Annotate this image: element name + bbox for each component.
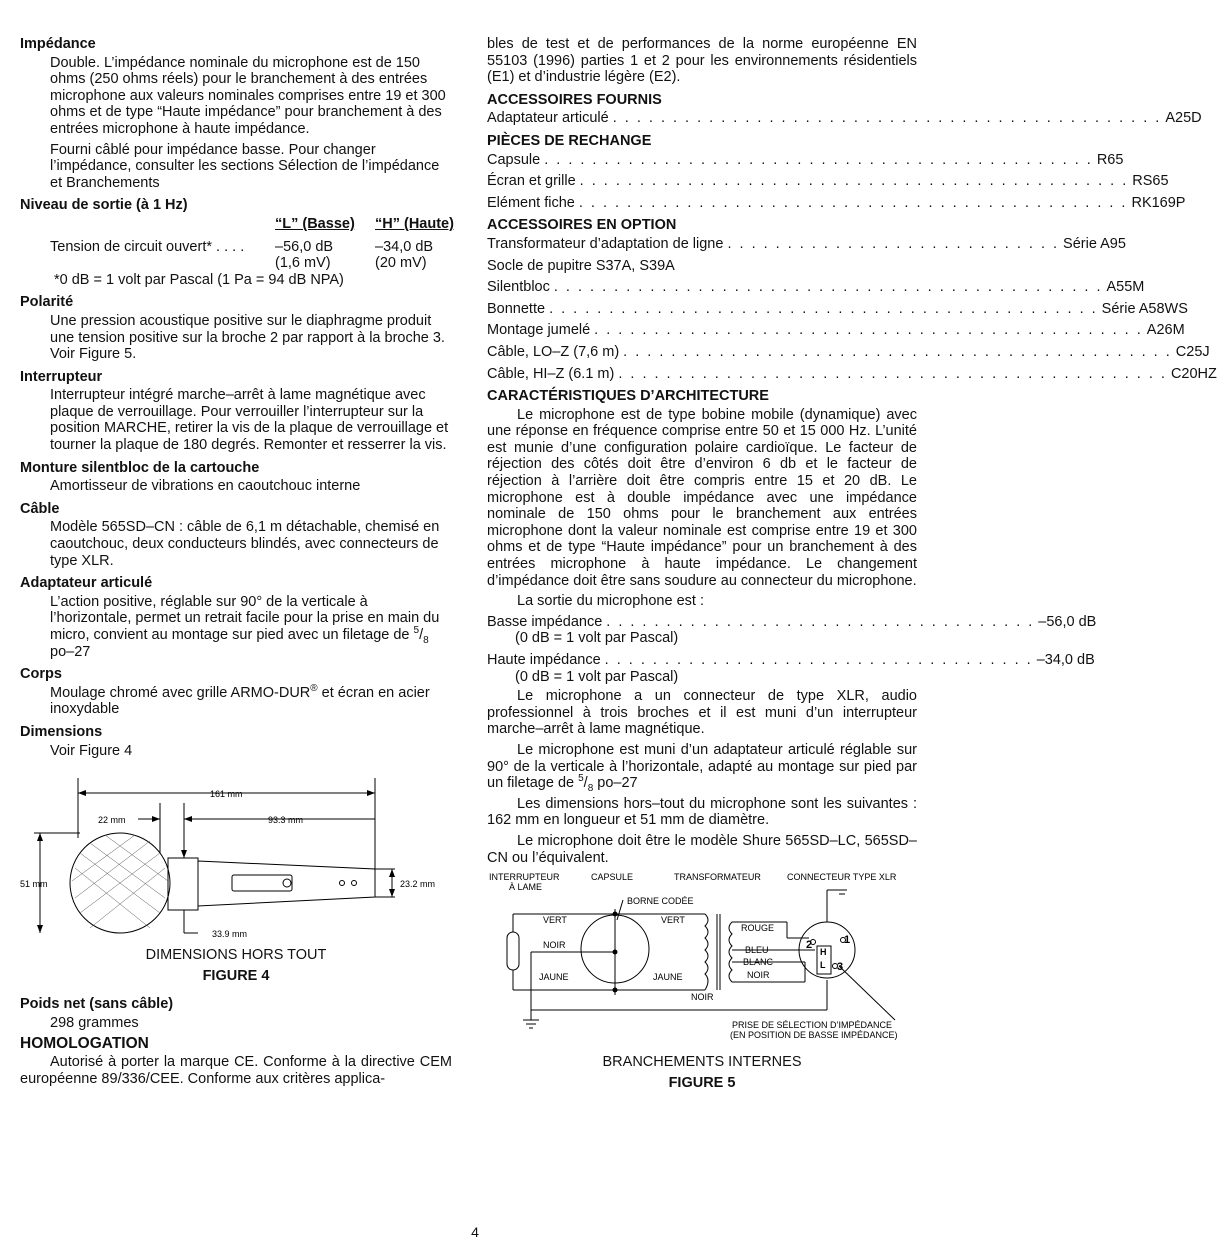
output-high-db: –34,0 dB bbox=[375, 238, 434, 255]
list-item: Câble, HI–Z (6.1 m) . . . . . . . . . . . . . . . . . . . . . . . . . . . . . . . . . . . . . . . . . . . . . . C20HZ bbox=[487, 365, 1217, 382]
dim-diameter: 51 mm bbox=[20, 879, 48, 890]
lbl-switch-1: INTERRUPTEUR bbox=[489, 872, 560, 883]
list-item: Écran et grille . . . . . . . . . . . . . . . . . . . . . . . . . . . . . . . . . . . . . . . . . . . . . . RS65 bbox=[487, 173, 1169, 190]
lbl-connector: CONNECTEUR TYPE XLR bbox=[787, 872, 897, 883]
pin-3: 3 bbox=[837, 961, 844, 974]
output-low-mv: (1,6 mV) bbox=[275, 255, 331, 272]
cable-text: Modèle 565SD–CN : câble de 6,1 m détachable, chemisé en caoutchouc, deux conducteurs blindés, avec connecteurs de type XLR. bbox=[50, 519, 440, 569]
note-1: PRISE DE SÉLECTION D’IMPÉDANCE bbox=[732, 1020, 893, 1031]
architecture-text-3: Le microphone a un connecteur de type XLR, audio professionnel à trois broches et il est muni d’un interrupteur marche–arrêt à lame magnétique. bbox=[487, 688, 917, 738]
output-table bbox=[50, 216, 452, 272]
architecture-text-1: Le microphone est de type bobine mobile (dynamique) avec une réponse en fréquence comprise entre 50 et 15 000 Hz. L’unité est munie d’une configuration polaire cardioïque. Le facteur de réjection des côtés doit être d’environ 6 db et le facteur de réjection à l’arrière doit être compris entre 15 et 20 dB. Le microphone est à double impédance avec une impédance nominale de 150 ohms pour le branchement aux entrées microphone dont la valeur nominale est comprise entre 19 et 300 ohms et de type “Haute impédance” pour un branchement à des entrées microphone à haute impédance. Le changement d’impédance doit être sans soudure au connecteur du microphone. bbox=[487, 406, 917, 589]
figure-4-caption: DIMENSIONS HORS TOUT bbox=[145, 947, 327, 964]
dim-neck: 33.9 mm bbox=[212, 929, 248, 940]
weight-heading: Poids net (sans câble) bbox=[20, 996, 174, 1013]
right-column bbox=[487, 36, 1217, 1091]
optional-heading: ACCESSOIRES EN OPTION bbox=[487, 217, 677, 234]
selector-h: H bbox=[820, 947, 827, 958]
selector-l: L bbox=[820, 960, 826, 971]
spares-heading: PIÈCES DE RECHANGE bbox=[487, 132, 652, 149]
switch-text: Interrupteur intégré marche–arrêt à lame magnétique avec plaque de verrouillage. Pour verrouiller l’interrupteur sur la position MARCHE, retirer la vis de la plaque de verrouillage et tourner la plaque de 180 degrés. Remonter et resserrer la vis. bbox=[50, 387, 449, 454]
figure-5-wiring-diagram bbox=[487, 870, 917, 1050]
dim-total: 161 mm bbox=[210, 789, 243, 800]
architecture-heading: CARACTÉRISTIQUES D’ARCHITECTURE bbox=[487, 388, 769, 405]
low-impedance-row: Basse impédance . . . . . . . . . . . . . . . . . . . . . . . . . . . . . . . . . . . . –56,0 dB bbox=[487, 613, 1097, 630]
low-impedance-note: (0 dB = 1 volt par Pascal) bbox=[515, 630, 679, 647]
impedance-heading: Impédance bbox=[20, 36, 96, 52]
dim-handle-dia: 23.2 mm bbox=[400, 879, 436, 890]
polarity-heading: Polarité bbox=[20, 294, 74, 311]
list-item: Montage jumelé . . . . . . . . . . . . . . . . . . . . . . . . . . . . . . . . . . . . . . . . . . . . . . A26M bbox=[487, 322, 1185, 339]
output-low-db: –56,0 dB bbox=[275, 238, 334, 255]
mount-text: Amortisseur de vibrations en caoutchouc interne bbox=[50, 478, 361, 495]
list-item: Capsule . . . . . . . . . . . . . . . . . . . . . . . . . . . . . . . . . . . . . . . . . . . . . . R65 bbox=[487, 151, 1124, 168]
output-note: *0 dB = 1 volt par Pascal (1 Pa = 94 dB NPA) bbox=[54, 271, 344, 288]
dimensions-heading: Dimensions bbox=[20, 723, 103, 740]
impedance-text-2: Fourni câblé pour impédance basse. Pour changer l’impédance, consulter les sections Sélection de l’impédance et Branchements bbox=[50, 141, 440, 191]
adapter-heading: Adaptateur articulé bbox=[20, 575, 153, 592]
weight-text: 298 grammes bbox=[50, 1014, 139, 1031]
pin-2: 2 bbox=[806, 939, 813, 952]
polarity-text: Une pression acoustique positive sur le diaphragme produit une tension positive sur la broche 2 par rapport à la broche 3. Voir Figure 5. bbox=[50, 312, 445, 363]
dim-handle: 93.3 mm bbox=[268, 815, 304, 826]
adapter-frac-num: 5 bbox=[413, 625, 420, 637]
output-col-low: “L” (Basse) bbox=[275, 215, 355, 232]
lbl-transformer: TRANSFORMATEUR bbox=[674, 872, 761, 883]
supplied-list bbox=[487, 110, 1202, 127]
wire-jaune-2: JAUNE bbox=[653, 972, 683, 983]
cable-heading: Câble bbox=[20, 500, 60, 517]
list-item: Transformateur d’adaptation de ligne . . . . . . . . . . . . . . . . . . . . . . . . . . . . Série A95 bbox=[487, 235, 1126, 252]
architecture-text-6: Le microphone doit être le modèle Shure 565SD–LC, 565SD–CN ou l’équivalent. bbox=[487, 832, 917, 866]
dimensions-text: Voir Figure 4 bbox=[50, 742, 133, 759]
adapter-text: L’action positive, réglable sur 90° de la verticale à l’horizontale, permet un retrait facile pour la prise en main du micro, convient au montage sur pied avec un filetage de $^5/_8$ po–27 bbox=[50, 593, 440, 660]
spares-list bbox=[487, 151, 1186, 212]
list-item: Silentbloc . . . . . . . . . . . . . . . . . . . . . . . . . . . . . . . . . . . . . . . . . . . . . . A55M bbox=[487, 279, 1145, 296]
output-col-high: “H” (Haute) bbox=[375, 215, 454, 232]
note-2: (EN POSITION DE BASSE IMPÉDANCE) bbox=[730, 1030, 898, 1041]
page-number: 4 bbox=[471, 1224, 479, 1240]
wire-noir-1: NOIR bbox=[543, 940, 566, 951]
list-item: Adaptateur articulé . . . . . . . . . . . . . . . . . . . . . . . . . . . . . . . . . . . . . . . . . . . . . . A25D bbox=[487, 110, 1202, 127]
figure-5-label: FIGURE 5 bbox=[668, 1074, 736, 1091]
wire-rouge: ROUGE bbox=[741, 923, 775, 934]
lbl-switch-2: À LAME bbox=[509, 882, 543, 893]
homologation-heading: HOMOLOGATION bbox=[20, 1034, 149, 1052]
architecture-text-2: La sortie du microphone est : bbox=[517, 593, 704, 610]
lbl-capsule: CAPSULE bbox=[591, 872, 634, 883]
output-high-mv: (20 mV) bbox=[375, 255, 427, 272]
figure-4-drawing bbox=[20, 763, 452, 943]
lbl-coded: BORNE CODÉE bbox=[627, 896, 694, 907]
wire-noir-2: NOIR bbox=[747, 970, 770, 981]
list-item: Bonnette . . . . . . . . . . . . . . . . . . . . . . . . . . . . . . . . . . . . . . . . . . . . . . Série A58WS bbox=[487, 300, 1188, 317]
wire-vert-1: VERT bbox=[543, 915, 567, 926]
dim-head: 22 mm bbox=[98, 815, 126, 826]
architecture-text-4: Le microphone est muni d’un adaptateur articulé réglable sur 90° de la verticale à l’horizontale, adapté au montage sur pied par un filetage de $^5/_8$ po–27 bbox=[487, 741, 917, 795]
wire-jaune-1: JAUNE bbox=[539, 972, 569, 983]
impedance-text-1: Double. L’impédance nominale du microphone est de 150 ohms (250 ohms réels) pour le branchement à des entrées microphone aux valeurs nominales comprises entre 19 et 300 ohms et de type “Haute impédance” pour branchement à des entrées microphone à haute impédance. bbox=[50, 54, 446, 137]
homologation-text: Autorisé à porter la marque CE. Conforme à la directive CEM européenne 89/336/CEE. Conforme aux critères applica- bbox=[20, 1054, 452, 1087]
figure-5-caption: BRANCHEMENTS INTERNES bbox=[602, 1054, 802, 1071]
list-item: Socle de pupitre S37A, S39A bbox=[487, 257, 675, 274]
mount-heading: Monture silentbloc de la cartouche bbox=[20, 459, 260, 476]
body-heading: Corps bbox=[20, 666, 62, 683]
left-column bbox=[20, 36, 452, 1091]
high-impedance-row: Haute impédance . . . . . . . . . . . . . . . . . . . . . . . . . . . . . . . . . . . . –34,0 dB bbox=[487, 652, 1095, 668]
wire-vert-2: VERT bbox=[661, 915, 685, 926]
continuation-text: bles de test et de performances de la norme européenne EN 55103 (1996) parties 1 et 2 pour les environnements résidentiels (E1) et d’industrie légère (E2). bbox=[487, 36, 917, 86]
output-heading: Niveau de sortie (à 1 Hz) bbox=[20, 197, 188, 214]
figure-4-label: FIGURE 4 bbox=[202, 967, 270, 984]
list-item: Câble, LO–Z (7,6 m) . . . . . . . . . . . . . . . . . . . . . . . . . . . . . . . . . . . . . . . . . . . . . . C25J bbox=[487, 343, 1210, 360]
switch-heading: Interrupteur bbox=[20, 368, 103, 385]
pin-1: 1 bbox=[844, 934, 851, 947]
wire-blanc: BLANC bbox=[743, 957, 774, 968]
optional-list bbox=[487, 235, 1217, 382]
list-item: Elément fiche . . . . . . . . . . . . . . . . . . . . . . . . . . . . . . . . . . . . . . . . . . . . . . RK169P bbox=[487, 194, 1186, 211]
output-row-label: Tension de circuit ouvert* . . . . bbox=[50, 238, 245, 255]
wire-bleu: BLEU bbox=[745, 945, 769, 956]
body-text: Moulage chromé avec grille ARMO-DUR® et écran en acier inoxydable bbox=[50, 682, 430, 718]
architecture-text-5: Les dimensions hors–tout du microphone sont les suivantes : 162 mm en longueur et 51 mm de diamètre. bbox=[487, 795, 917, 829]
adapter-frac-den: 8 bbox=[423, 634, 429, 646]
wire-noir-3: NOIR bbox=[691, 992, 714, 1003]
high-impedance-note: (0 dB = 1 volt par Pascal) bbox=[515, 668, 679, 685]
supplied-heading: ACCESSOIRES FOURNIS bbox=[487, 91, 662, 108]
